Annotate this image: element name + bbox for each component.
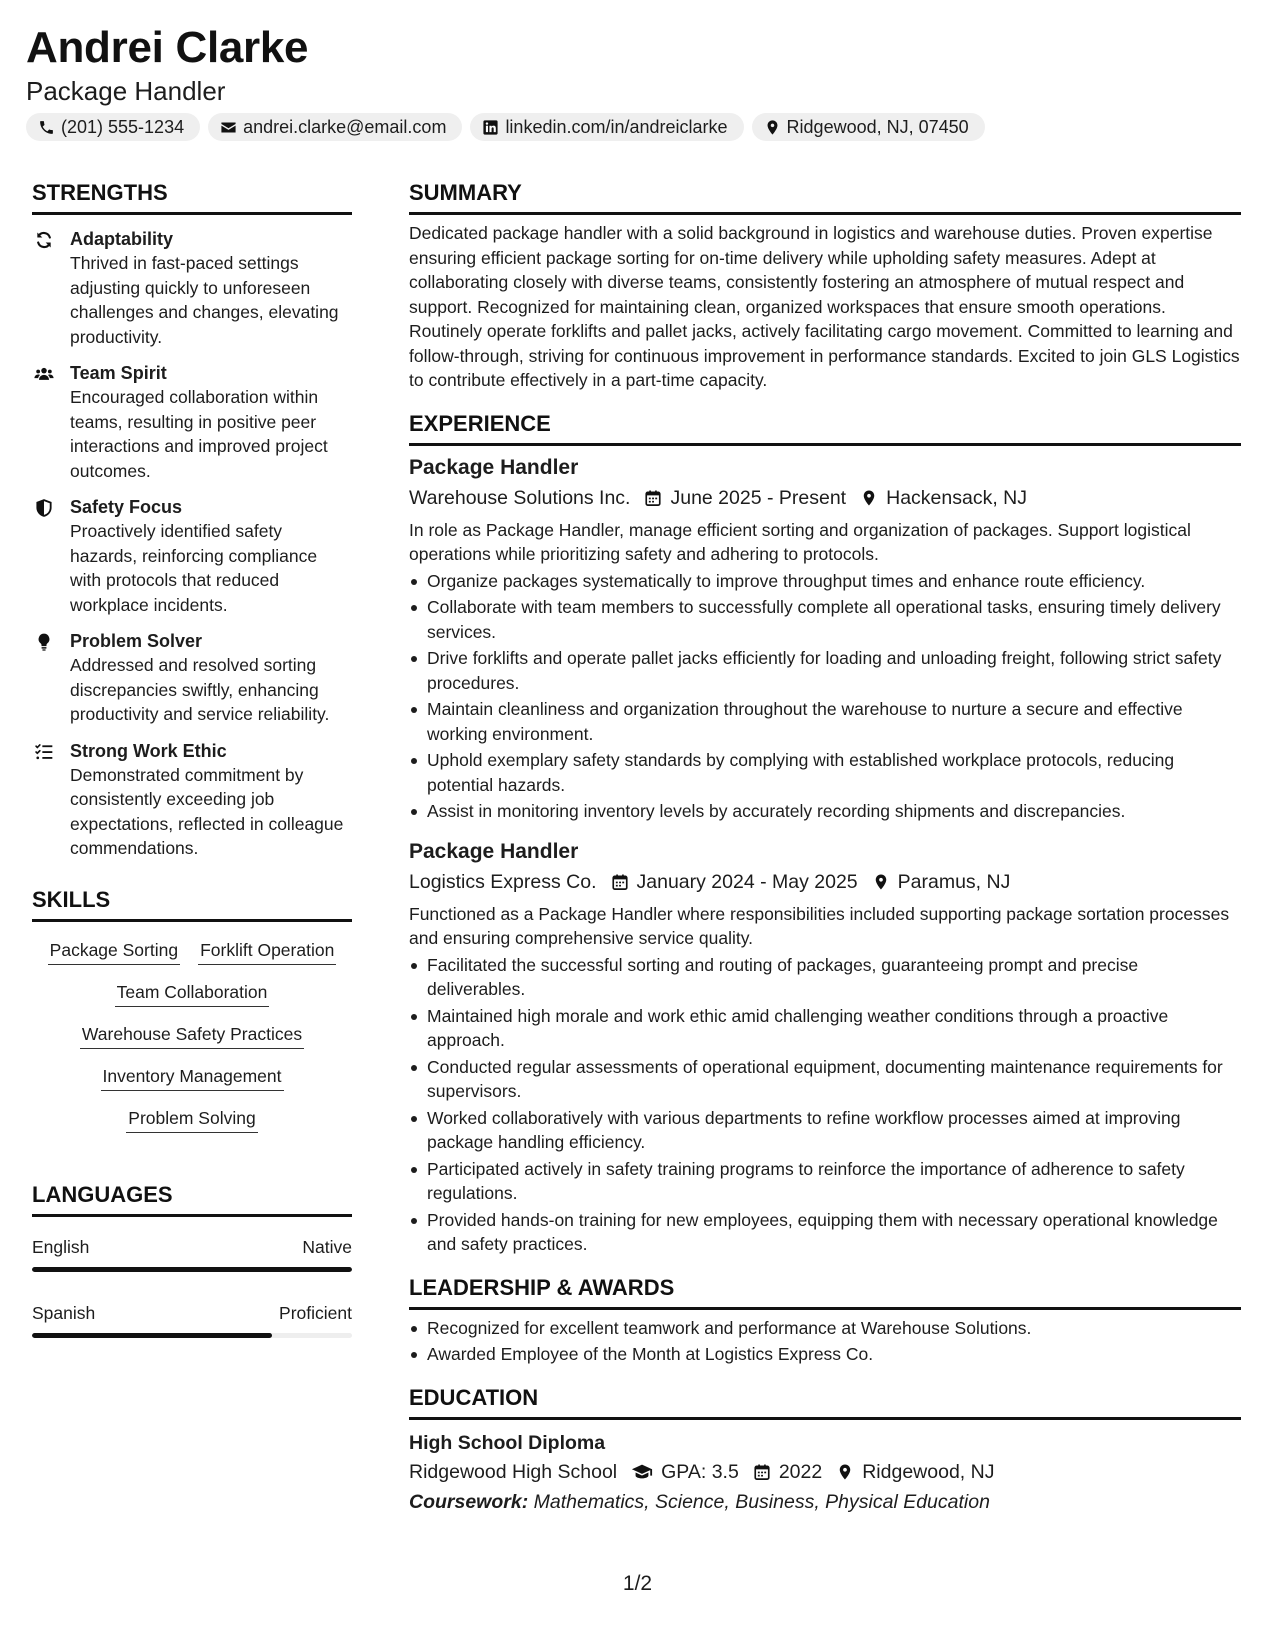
contact-email[interactable] bbox=[208, 113, 462, 141]
experience-heading: EXPERIENCE bbox=[409, 409, 1241, 446]
contact-phone[interactable] bbox=[26, 113, 200, 141]
language-proficiency-fill bbox=[32, 1333, 272, 1338]
language-name: Spanish bbox=[32, 1302, 96, 1323]
strength-desc: Demonstrated commitment by consistently exceeding job expectations, reflected in colleague commendations. bbox=[70, 764, 344, 858]
education-location: Ridgewood, NJ bbox=[862, 1460, 995, 1483]
checklist-icon bbox=[32, 740, 56, 764]
education-gpa: GPA: 3.5 bbox=[661, 1460, 739, 1483]
job-title: Package Handler bbox=[409, 839, 579, 863]
strength-desc: Encouraged collaboration within teams, resulting in positive peer interactions and improved project outcomes. bbox=[70, 387, 328, 481]
job-company: Warehouse Solutions Inc. bbox=[409, 486, 631, 509]
job-bullet: Organize packages systematically to improve throughput times and enhance route efficiency. bbox=[409, 569, 1241, 594]
job-bullet: Maintained high morale and work ethic amid challenging weather conditions through a proactive approach. bbox=[409, 1004, 1241, 1053]
award-item: Awarded Employee of the Month at Logistics Express Co. bbox=[409, 1342, 1241, 1367]
job-title: Package Handler bbox=[409, 455, 579, 479]
education-meta bbox=[409, 1458, 1241, 1486]
candidate-name: Andrei Clarke bbox=[26, 23, 309, 72]
skills-heading: SKILLS bbox=[32, 885, 352, 922]
award-item: Recognized for excellent teamwork and performance at Warehouse Solutions. bbox=[409, 1316, 1241, 1341]
strength-title: Problem Solver bbox=[70, 631, 203, 651]
contact-linkedin[interactable] bbox=[470, 113, 743, 141]
strength-desc: Addressed and resolved sorting discrepancies swiftly, enhancing productivity and service reliability. bbox=[70, 655, 330, 724]
map-pin-icon bbox=[836, 1463, 854, 1481]
job-description: In role as Package Handler, manage efficient sorting and organization of packages. Support logistical operations while prioritizing safety and adhering to protocols. bbox=[409, 519, 1191, 564]
leadership-list bbox=[409, 1316, 1241, 1367]
language-level: Proficient bbox=[279, 1302, 352, 1323]
left-column bbox=[32, 178, 352, 1338]
strength-item bbox=[32, 629, 352, 727]
strength-title: Team Spirit bbox=[70, 363, 167, 383]
language-proficiency-bar bbox=[32, 1333, 352, 1338]
coursework bbox=[409, 1488, 1241, 1516]
strength-desc: Thrived in fast-paced settings adjusting quickly to unforeseen challenges and changes, elevating productivity. bbox=[70, 253, 339, 347]
education-year: 2022 bbox=[778, 1460, 823, 1483]
skill-tag: Warehouse Safety Practices bbox=[80, 1022, 304, 1049]
job-dates: June 2025 - Present bbox=[670, 486, 847, 509]
strength-desc: Proactively identified safety hazards, reinforcing compliance with protocols that reduced workplace incidents. bbox=[70, 521, 318, 615]
job-bullet: Facilitated the successful sorting and routing of packages, guaranteeing prompt and precise deliverables. bbox=[409, 953, 1241, 1002]
coursework-label: Coursework: bbox=[409, 1490, 529, 1513]
linkedin-icon bbox=[482, 119, 499, 136]
job-meta bbox=[409, 868, 1241, 896]
job-bullet: Worked collaboratively with various departments to refine workflow processes aimed at improving package handling efficiency. bbox=[409, 1106, 1241, 1155]
job-location: Hackensack, NJ bbox=[886, 486, 1027, 509]
job-bullet: Assist in monitoring inventory levels by accurately recording shipments and discrepancies. bbox=[409, 799, 1241, 824]
contact-location-text: Ridgewood, NJ, 07450 bbox=[786, 116, 969, 137]
job-bullet: Maintain cleanliness and organization throughout the warehouse to nurture a secure and effective working environment. bbox=[409, 697, 1241, 746]
strength-title: Strong Work Ethic bbox=[70, 740, 227, 761]
job-company: Logistics Express Co. bbox=[409, 870, 597, 893]
summary-text: Dedicated package handler with a solid background in logistics and warehouse duties. Proven expertise ensuring efficient package sorting for on-time delivery while upholding safety measures. Adept at collaborating closely with diverse teams, consistently fostering an atmosphere of mutual respect and support. Recognized for maintaining clean, organized workspaces that ensure smooth operations. Routinely operate forklifts and pallet jacks, actively facilitating cargo movement. Committed to learning and follow-through, striving for continuous improvement in performance standards. Excited to join GLS Logistics to contribute effectively in a part-time capacity. bbox=[409, 223, 1240, 390]
strength-title: Adaptability bbox=[70, 229, 174, 249]
shield-icon bbox=[32, 496, 56, 520]
languages-heading: LANGUAGES bbox=[32, 1180, 352, 1217]
map-pin-icon bbox=[872, 873, 890, 891]
candidate-role: Package Handler bbox=[26, 76, 226, 106]
education-heading: EDUCATION bbox=[409, 1383, 1241, 1420]
phone-icon bbox=[38, 119, 55, 136]
job-entry bbox=[409, 838, 1241, 1257]
strength-item bbox=[32, 227, 352, 349]
calendar-icon bbox=[611, 873, 629, 891]
education-section bbox=[409, 1383, 1241, 1516]
summary-section bbox=[409, 178, 1241, 393]
skills-list bbox=[32, 922, 352, 1133]
strength-title: Safety Focus bbox=[70, 497, 183, 517]
job-bullets bbox=[409, 569, 1241, 824]
users-icon bbox=[32, 362, 56, 386]
language-proficiency-bar bbox=[32, 1267, 352, 1272]
resume-header bbox=[26, 22, 1246, 141]
job-bullet: Participated actively in safety training programs to reinforce the importance of adherence to safety regulations. bbox=[409, 1157, 1241, 1206]
leadership-section bbox=[409, 1273, 1241, 1367]
job-entry bbox=[409, 454, 1241, 824]
job-bullet: Conducted regular assessments of operational equipment, documenting maintenance requirements for supervisors. bbox=[409, 1055, 1241, 1104]
sync-icon bbox=[32, 228, 56, 252]
language-item bbox=[32, 1235, 352, 1272]
experience-section bbox=[409, 409, 1241, 1257]
job-location: Paramus, NJ bbox=[897, 870, 1011, 893]
school-name: Ridgewood High School bbox=[409, 1460, 618, 1483]
job-bullet: Uphold exemplary safety standards by complying with established workplace protocols, reducing potential hazards. bbox=[409, 748, 1241, 797]
skills-section bbox=[32, 885, 352, 1133]
job-meta bbox=[409, 484, 1241, 512]
calendar-icon bbox=[753, 1463, 771, 1481]
language-proficiency-fill bbox=[32, 1267, 352, 1272]
language-item bbox=[32, 1301, 352, 1338]
skill-tag: Team Collaboration bbox=[115, 980, 270, 1007]
strength-item bbox=[32, 495, 352, 617]
leadership-heading: LEADERSHIP & AWARDS bbox=[409, 1273, 1241, 1310]
contact-location bbox=[752, 113, 985, 141]
strength-item bbox=[32, 739, 352, 861]
map-pin-icon bbox=[860, 489, 878, 507]
map-pin-icon bbox=[764, 119, 781, 136]
contact-email-text: andrei.clarke@email.com bbox=[243, 116, 447, 137]
right-column bbox=[409, 178, 1241, 1516]
job-bullet: Drive forklifts and operate pallet jacks efficiently for loading and unloading freight, following strict safety procedures. bbox=[409, 646, 1241, 695]
lightbulb-icon bbox=[32, 630, 56, 654]
job-bullet: Collaborate with team members to successfully complete all operational tasks, ensuring timely delivery services. bbox=[409, 595, 1241, 644]
strengths-section bbox=[32, 178, 352, 861]
language-name: English bbox=[32, 1236, 90, 1257]
job-bullets bbox=[409, 953, 1241, 1257]
job-dates: January 2024 - May 2025 bbox=[636, 870, 858, 893]
summary-heading: SUMMARY bbox=[409, 178, 1241, 215]
language-level: Native bbox=[302, 1236, 352, 1257]
contact-linkedin-text: linkedin.com/in/andreiclarke bbox=[505, 116, 728, 137]
envelope-icon bbox=[220, 119, 237, 136]
skill-tag: Problem Solving bbox=[126, 1106, 257, 1133]
job-bullet: Provided hands-on training for new employees, equipping them with necessary operational knowledge and safety practices. bbox=[409, 1208, 1241, 1257]
contact-phone-text: (201) 555-1234 bbox=[61, 116, 185, 137]
contact-bar bbox=[26, 113, 1246, 141]
coursework-list: Mathematics, Science, Business, Physical Education bbox=[533, 1490, 990, 1513]
graduation-cap-icon bbox=[631, 1461, 653, 1483]
languages-section bbox=[32, 1180, 352, 1338]
calendar-icon bbox=[644, 489, 662, 507]
skill-tag: Forklift Operation bbox=[198, 938, 336, 965]
strength-item bbox=[32, 361, 352, 483]
page-number: 1/2 bbox=[622, 1572, 653, 1595]
degree-title: High School Diploma bbox=[409, 1431, 606, 1454]
job-description: Functioned as a Package Handler where responsibilities included supporting package sortation processes and ensuring comprehensive service quality. bbox=[409, 903, 1230, 948]
skill-tag: Inventory Management bbox=[101, 1064, 284, 1091]
skill-tag: Package Sorting bbox=[48, 938, 180, 965]
strengths-heading: STRENGTHS bbox=[32, 178, 352, 215]
